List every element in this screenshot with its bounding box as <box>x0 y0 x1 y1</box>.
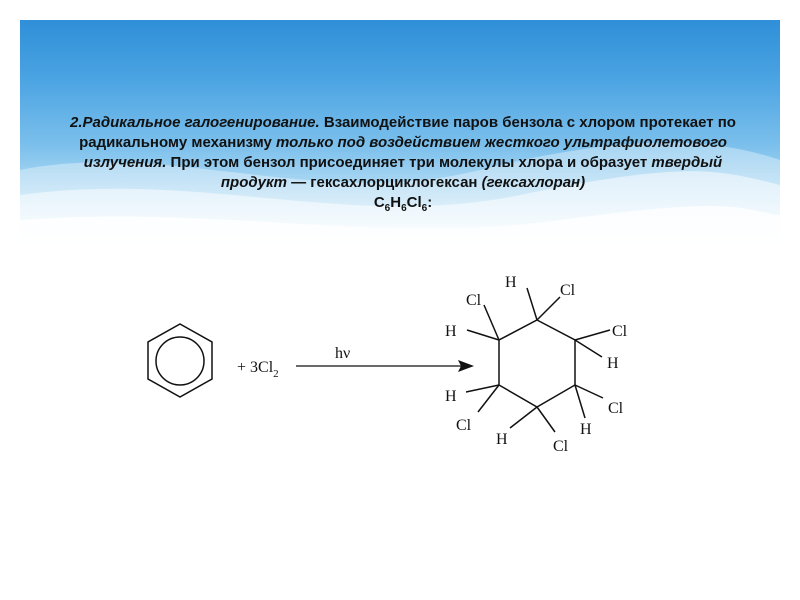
atom-label-cl: Cl <box>612 323 628 340</box>
atom-label-h: H <box>496 431 508 448</box>
atom-label-h: H <box>445 388 457 405</box>
text-segment-italic: твердый продукт <box>220 154 723 191</box>
text-segment-italic: (гексахлоран) <box>481 174 586 191</box>
atom-label-h: H <box>445 323 457 340</box>
hexachlorocyclohexane-structure <box>466 288 610 432</box>
atom-label-cl: Cl <box>466 292 482 309</box>
benzene-structure <box>148 324 212 397</box>
chemical-formula: $C_6H_6Cl_6$: <box>373 194 433 214</box>
condition-label: hν <box>335 345 351 362</box>
text-segment: Взаимодействие паров бензола с хлором протекает по радикальному механизму <box>79 114 736 151</box>
reagent-label: + $3Cl_2$ <box>237 359 279 380</box>
atom-label-h: H <box>505 274 517 291</box>
text-segment: — гексахлорциклогексан <box>286 174 482 191</box>
atom-label-cl: Cl <box>553 438 569 455</box>
atom-label-h: H <box>607 355 619 372</box>
atom-label-h: H <box>580 421 592 438</box>
atom-label-cl: Cl <box>456 417 472 434</box>
text-segment: При этом бензол присоединяет три молекулы хлора и образует <box>166 154 652 171</box>
text-segment-italic: только под воздействием жесткого ультрафиолетового излучения. <box>83 134 727 171</box>
atom-label-cl: Cl <box>560 282 576 299</box>
atom-labels <box>445 274 628 455</box>
section-heading: 2.Радикальное галогенирование. <box>70 114 320 131</box>
atom-label-cl: Cl <box>608 400 624 417</box>
